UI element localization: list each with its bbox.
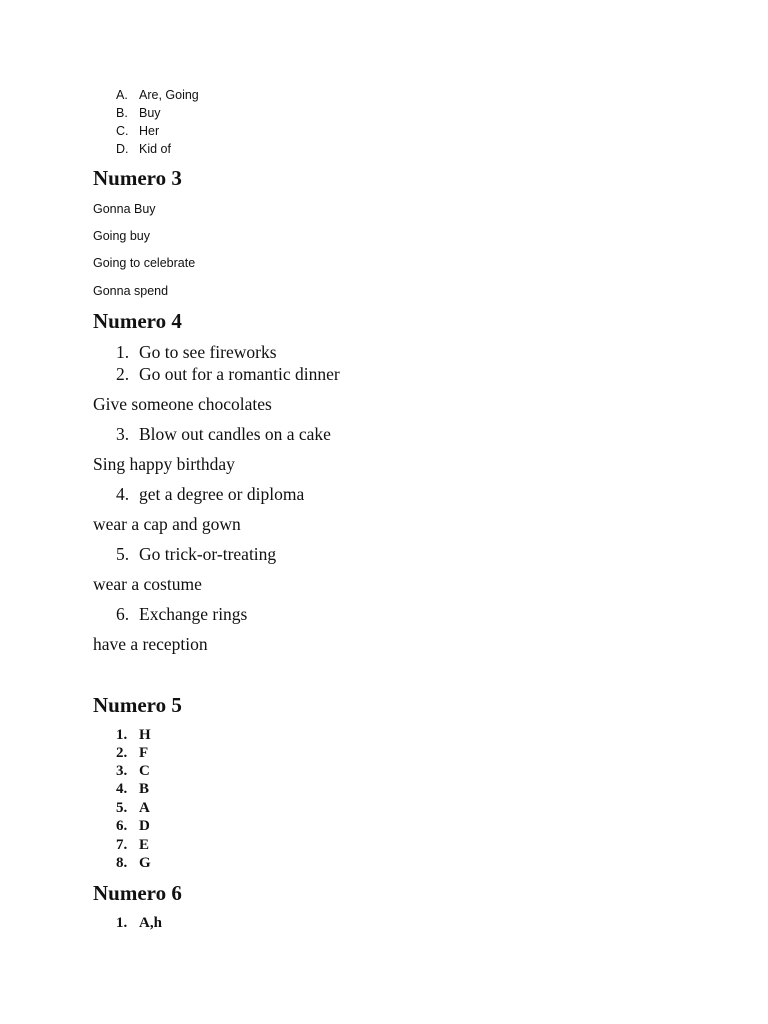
- answer-line: Give someone chocolates: [93, 394, 272, 414]
- list-marker: 3.: [116, 763, 128, 779]
- list-item-text: Her: [139, 124, 160, 138]
- list-item-text: E: [139, 837, 150, 853]
- list-marker: 3.: [116, 424, 130, 444]
- answer-line: Going buy: [93, 229, 150, 243]
- list-marker: A.: [116, 88, 128, 102]
- list-item-text: G: [139, 855, 151, 871]
- list-marker: D.: [116, 142, 129, 156]
- list-marker: 2.: [116, 364, 130, 384]
- list-item-text: Go trick-or-treating: [139, 544, 277, 564]
- section-heading: Numero 4: [93, 309, 182, 333]
- list-item-text: Buy: [139, 106, 161, 120]
- list-marker: 6.: [116, 604, 130, 624]
- list-marker: B.: [116, 106, 128, 120]
- list-marker: 6.: [116, 818, 128, 834]
- answer-line: Going to celebrate: [93, 256, 196, 270]
- list-marker: 1.: [116, 342, 130, 362]
- list-item-text: C: [139, 763, 150, 779]
- answer-line: Sing happy birthday: [93, 454, 235, 474]
- list-item-text: A: [139, 800, 150, 816]
- list-marker: 1.: [116, 727, 128, 743]
- list-item-text: H: [139, 727, 151, 743]
- list-item-text: Exchange rings: [139, 604, 248, 624]
- list-marker: 1.: [116, 915, 128, 931]
- list-marker: 7.: [116, 837, 128, 853]
- list-marker: 2.: [116, 745, 128, 761]
- list-item-text: F: [139, 745, 149, 761]
- section-heading: Numero 5: [93, 693, 182, 717]
- list-item-text: get a degree or diploma: [139, 484, 305, 504]
- list-item-text: Blow out candles on a cake: [139, 424, 331, 444]
- answer-line: Gonna spend: [93, 284, 169, 298]
- list-item-text: A,h: [139, 915, 162, 931]
- answer-line: wear a cap and gown: [93, 514, 241, 534]
- list-marker: 4.: [116, 484, 130, 504]
- section-heading: Numero 3: [93, 166, 182, 190]
- answer-line: wear a costume: [93, 574, 202, 594]
- section-heading: Numero 6: [93, 881, 182, 905]
- answer-line: Gonna Buy: [93, 202, 156, 216]
- list-item-text: Go to see fireworks: [139, 342, 277, 362]
- list-item-text: D: [139, 818, 150, 834]
- list-marker: 8.: [116, 855, 128, 871]
- list-item-text: B: [139, 781, 150, 797]
- list-item-text: Are, Going: [139, 88, 199, 102]
- list-marker: 4.: [116, 781, 128, 797]
- list-item-text: Go out for a romantic dinner: [139, 364, 340, 384]
- list-marker: 5.: [116, 544, 130, 564]
- list-item-text: Kid of: [139, 142, 171, 156]
- list-marker: 5.: [116, 800, 128, 816]
- answer-line: have a reception: [93, 634, 208, 654]
- list-marker: C.: [116, 124, 129, 138]
